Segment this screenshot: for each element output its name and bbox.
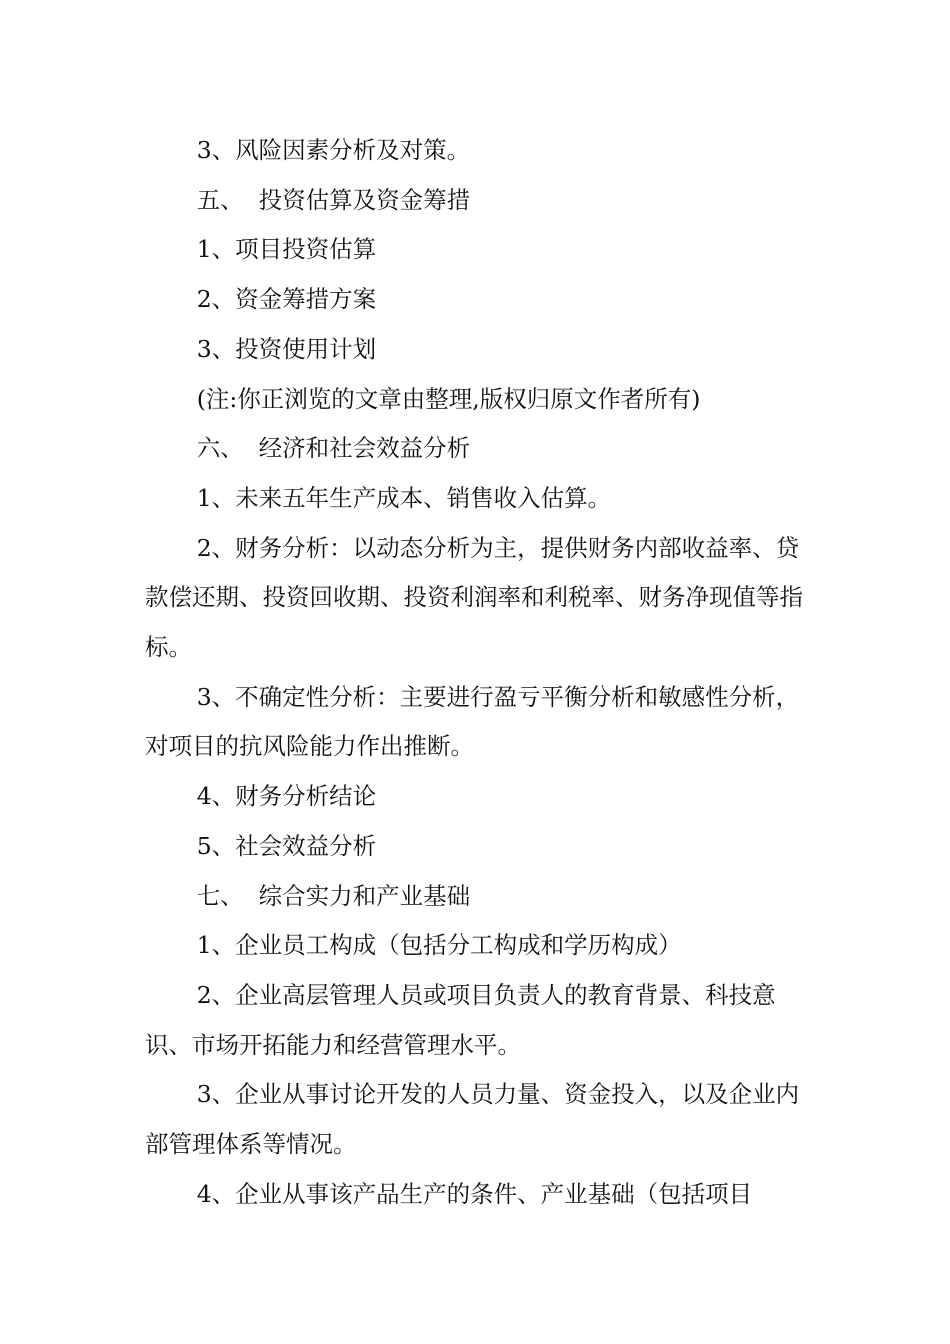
- section-heading-strength: 七、 综合实力和产业基础: [196, 881, 471, 910]
- paragraph-funding-plan: 2、资金筹措方案: [196, 285, 377, 314]
- paragraph-management-background: 2、企业高层管理人员或项目负责人的教育背景、科技意识、市场开拓能力和经营管理水平。: [145, 980, 776, 1059]
- paragraph-staff-composition: 1、企业员工构成（包括分工构成和学历构成）: [196, 931, 682, 960]
- paragraph-risk-factors: 3、风险因素分析及对策。: [196, 136, 471, 164]
- paragraph-uncertainty-analysis: 3、不确定性分析：主要进行盈亏平衡分析和敏感性分析，对项目的抗风险能力作出推断。: [145, 682, 800, 761]
- paragraph-financial-conclusion: 4、财务分析结论: [196, 782, 377, 811]
- paragraph-financial-analysis: 2、财务分析：以动态分析为主，提供财务内部收益率、贷款偿还期、投资回收期、投资利润率和利税率、财务净现值等指标。: [145, 533, 803, 662]
- section-heading-investment: 五、 投资估算及资金筹措: [196, 185, 471, 214]
- document-body: [145, 126, 810, 1219]
- paragraph-social-benefit: 5、社会效益分析: [196, 831, 377, 860]
- paragraph-rd-resources: 3、企业从事讨论开发的人员力量、资金投入，以及企业内部管理体系等情况。: [145, 1080, 800, 1159]
- paragraph-production-conditions: 4、企业从事该产品生产的条件、产业基础（包括项目: [196, 1179, 753, 1208]
- paragraph-investment-estimate: 1、项目投资估算: [196, 235, 377, 264]
- paragraph-copyright-note: (注:你正浏览的文章由整理,版权归原文作者所有): [196, 384, 701, 413]
- paragraph-investment-use-plan: 3、投资使用计划: [196, 334, 377, 363]
- paragraph-cost-revenue-estimate: 1、未来五年生产成本、销售收入估算。: [196, 483, 612, 512]
- section-heading-benefits: 六、 经济和社会效益分析: [196, 434, 471, 463]
